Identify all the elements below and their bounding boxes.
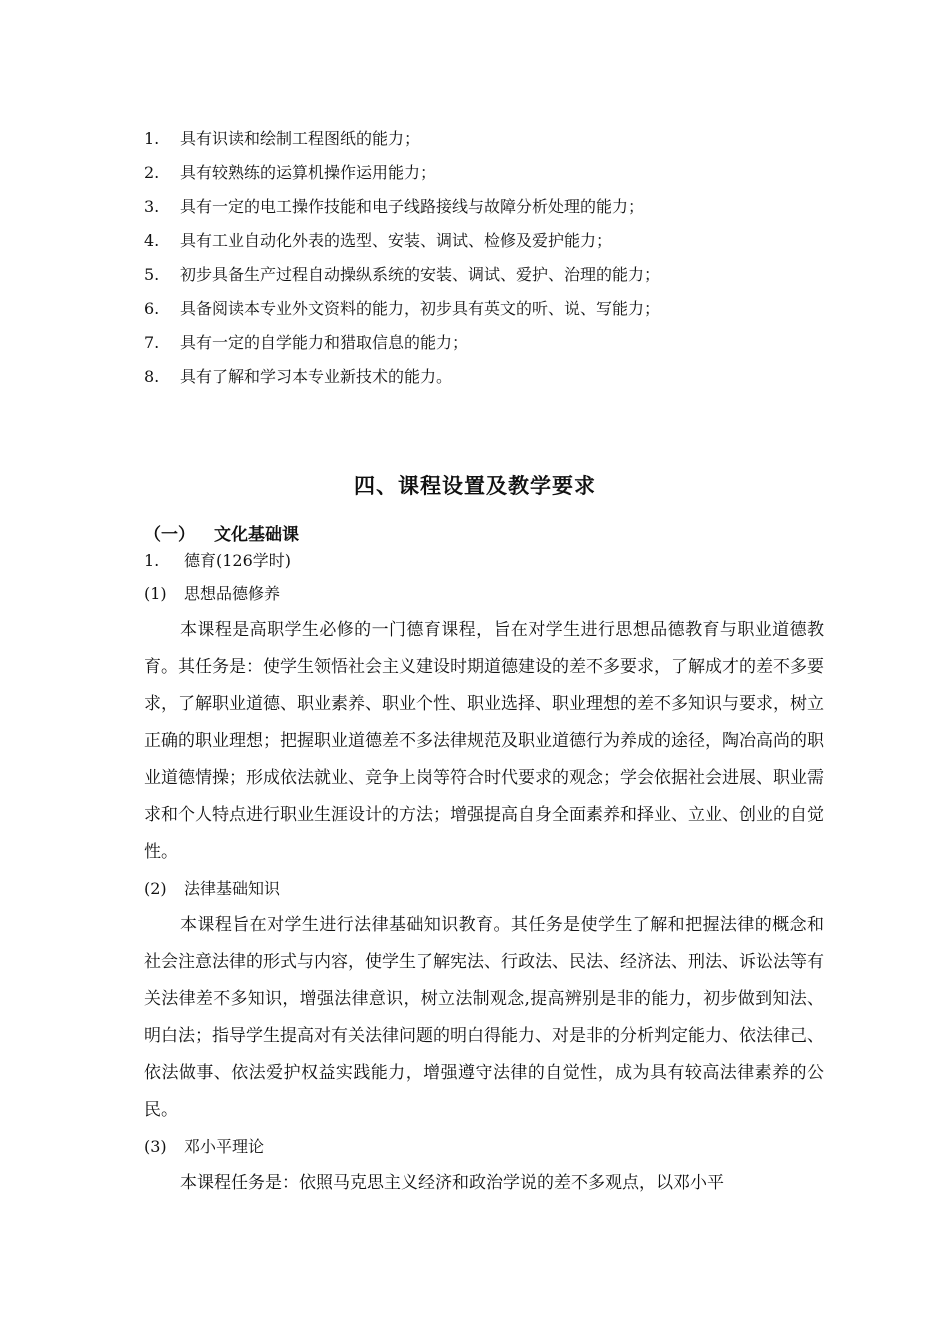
ability-number: 8. [144, 367, 160, 386]
course-number: 1. [144, 551, 160, 570]
subsection-name: 文化基础课 [214, 525, 299, 545]
ability-number: 4. [144, 231, 160, 250]
subcourse-heading [144, 871, 824, 907]
ability-number: 6. [144, 299, 160, 318]
ability-item [144, 190, 924, 224]
ability-text: 具有了解和学习本专业新技术的能力。 [180, 367, 453, 386]
ability-item [144, 292, 924, 326]
ability-number: 5. [144, 265, 160, 284]
ability-text: 具有一定的电工操作技能和电子线路接线与故障分析处理的能力； [180, 197, 645, 216]
ability-number: 7. [144, 333, 160, 352]
subcourse-title: 法律基础知识 [184, 879, 281, 898]
subsection-title [144, 520, 299, 545]
ability-text: 具有较熟练的运算机操作运用能力； [180, 163, 437, 182]
section-title: 四、课程设置及教学要求 [354, 474, 596, 498]
ability-text: 具有一定的自学能力和猎取信息的能力； [180, 333, 469, 352]
ability-item [144, 360, 924, 394]
subcourse-paragraph: 本课程是高职学生必修的一门德育课程，旨在对学生进行思想品德教育与职业道德教育。其任务是：使学生领悟社会主义建设时期道德建设的差不多要求，了解成才的差不多要求，了解职业道德、职业素养、职业个性、职业选择、职业理想的差不多知识与要求，树立正确的职业理想；把握职业道德差不多法律规范及职业道德行为养成的途径，陶冶高尚的职业道德情操；形成依法就业、竞争上岗等符合时代要求的观念；学会依据社会进展、职业需求和个人特点进行职业生涯设计的方法；增强提高自身全面素养和择业、立业、创业的自觉性。 [144, 620, 824, 862]
ability-item [144, 156, 924, 190]
ability-text: 具有识读和绘制工程图纸的能力； [180, 129, 421, 148]
ability-item [144, 326, 924, 360]
course-heading [144, 546, 824, 576]
subcourse-paragraph: 本课程任务是：依照马克思主义经济和政治学说的差不多观点，以邓小平 [180, 1173, 724, 1193]
ability-text: 初步具备生产过程自动操纵系统的安装、调试、爱护、治理的能力； [180, 265, 661, 284]
subcourse-heading [144, 576, 824, 612]
course-content [144, 546, 824, 1202]
ability-list [144, 122, 924, 394]
subcourse-number: (2) [144, 879, 167, 898]
ability-item [144, 258, 924, 292]
subcourse-number: (3) [144, 1137, 167, 1156]
ability-number: 2. [144, 163, 160, 182]
subcourse-paragraph: 本课程旨在对学生进行法律基础知识教育。其任务是使学生了解和把握法律的概念和社会注意法律的形式与内容，使学生了解宪法、行政法、民法、经济法、刑法、诉讼法等有关法律差不多知识，增强法律意识，树立法制观念,提高辨别是非的能力，初步做到知法、明白法；指导学生提高对有关法律问题的明白得能力、对是非的分析判定能力、依法律己、依法做事、依法爱护权益实践能力，增强遵守法律的自觉性，成为具有较高法律素养的公民。 [144, 915, 824, 1120]
ability-text: 具有工业自动化外表的选型、安装、调试、检修及爱护能力； [180, 231, 613, 250]
subcourse-title: 思想品德修养 [184, 584, 281, 603]
ability-number: 3. [144, 197, 160, 216]
ability-item [144, 224, 924, 258]
ability-item [144, 122, 924, 156]
subcourse-title: 邓小平理论 [184, 1137, 265, 1156]
ability-number: 1. [144, 129, 160, 148]
course-title: 德育(126学时) [184, 551, 292, 570]
subsection-prefix: （一） [144, 525, 195, 545]
subcourse-number: (1) [144, 584, 167, 603]
ability-text: 具备阅读本专业外文资料的能力，初步具有英文的听、说、写能力； [180, 299, 661, 318]
subcourse-heading [144, 1129, 824, 1165]
